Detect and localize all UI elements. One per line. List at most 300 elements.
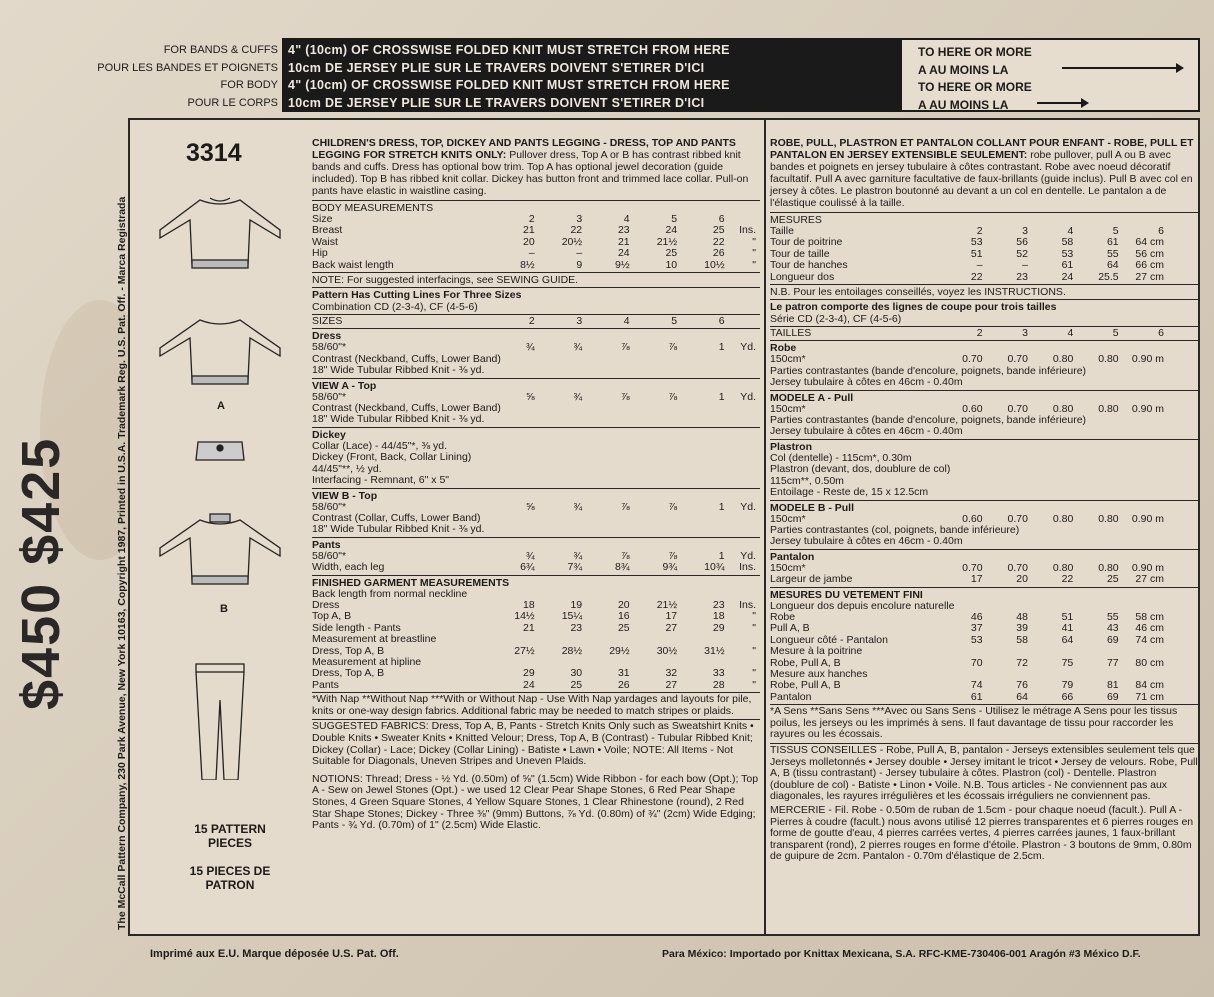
table-cell: 27 cm [1135,573,1164,586]
garment-drawings [140,180,300,780]
table-cell: – [976,259,983,272]
table-row [312,589,760,600]
table-cell: Size [312,213,333,225]
table-cell: Col (dentelle) - 115cm*, 0.30m [770,451,912,464]
table-cell: 53 [970,633,983,646]
table-cell: 4 [1067,327,1074,340]
gauge-target-line: TO HERE OR MORE [918,45,1032,59]
table-cell: 23 [712,598,725,611]
footer-left: Imprimé aux E.U. Marque déposée U.S. Pat. Off. [150,948,399,960]
table-cell [1168,680,1198,691]
yardage-table [312,551,760,574]
table-cell: 3 [1022,225,1028,237]
gauge-labels [90,42,278,112]
view-b-label: B [220,603,228,615]
table-cell: 74 [970,679,983,692]
table-cell: 55 [1106,610,1119,623]
table-cell: – [528,247,535,260]
table-cell: ¾ [573,341,583,354]
table-cell: 25 [712,224,725,237]
table-cell [1168,237,1198,248]
table-cell: 22 [712,235,725,248]
table-cell: 16 [617,610,630,623]
table-cell: 37 [970,622,983,635]
table-cell: 26 [712,247,725,260]
table-cell: 1 [718,549,725,562]
table-cell: Tour de taille [770,247,830,260]
table-cell: 0.70 [962,561,983,574]
table-cell: TAILLES [770,327,812,340]
table-cell: " [752,258,756,271]
table-cell [1168,692,1198,703]
table-cell: 24 [665,224,678,237]
gauge-bar-text: 4" (10cm) OF CROSSWISE FOLDED KNIT MUST STRETCH FROM HERE [288,78,730,92]
table-cell: 0.80 [1098,402,1119,415]
table-cell: 25.5 [1098,270,1119,283]
yardage-fr [770,342,1198,587]
yardage-heading: Robe [770,342,797,355]
table-cell: Dress, Top A, B [312,667,385,680]
cutting-sub-en: Combination CD (2-3-4), CF (4-5-6) [312,301,478,314]
table-cell [1168,635,1198,646]
table-cell: 24 [617,247,630,260]
table-cell: 27 [665,678,678,691]
table-cell: ⅞ [620,390,630,403]
gauge-target-line: TO HERE OR MORE [918,80,1032,94]
table-cell: Tour de hanches [770,259,848,272]
table-cell: " [752,247,756,260]
table-cell: 81 [1106,679,1119,692]
table-cell: 66 [1061,690,1074,703]
table-cell [1168,658,1198,669]
pattern-pieces-count [180,822,280,892]
table-cell: Pants [312,678,339,691]
english-column [312,137,760,834]
table-row [312,452,760,463]
table-cell: 6 [718,213,725,225]
table-row [770,328,1198,339]
table-row [312,668,760,679]
table-cell: Width, each leg [312,561,385,574]
table-cell: Pull A, B [770,622,810,635]
yardage-table [312,392,760,426]
table-row [770,377,1198,388]
table-cell: ¾ [525,549,535,562]
table-cell: Pantalon [770,690,812,703]
table-cell: 58/60"* [312,341,347,354]
table-cell: Contrast (Collar, Cuffs, Lower Band) [312,511,481,524]
table-cell: 0.70 [1007,402,1028,415]
table-cell: 3 [576,213,583,225]
table-cell: ⅞ [668,390,678,403]
table-row [312,260,760,271]
table-cell: 17 [665,610,678,623]
table-cell: Measurement at hipline [312,655,422,668]
description-en [312,137,760,197]
table-cell: 39 [1016,622,1028,635]
table-cell: 75 [1061,656,1074,669]
table-row [770,612,1198,623]
table-cell: 6 [1158,225,1164,237]
table-cell: 76 [1016,679,1028,692]
table-cell: 18 [522,598,535,611]
table-cell: " [752,235,756,248]
table-cell: 53 [970,236,983,249]
table-cell: 27 [665,621,678,634]
top-b-sketch [160,514,280,584]
arrow-right-icon [1062,67,1182,69]
table-row [770,487,1198,498]
view-a-label: A [217,400,225,412]
table-cell: 58/60"* [312,390,347,403]
desc-en: Pullover dress, Top A or B has contrast ribbed knit bands and cuffs. Dress has optional bow trim. Top A has optional jewel decoration (guide included). Top B has ribbed knit collar. Dickey has button front and trimmed lace collar. Pull-on pants have elastic in waistline casing. [312,149,749,197]
table-cell: Taille [770,225,794,237]
table-cell: Robe, Pull A, B [770,679,841,692]
table-cell: 21 [522,224,535,237]
table-cell: 70 [970,656,983,669]
table-cell: Robe [770,610,796,623]
table-cell: 22 [570,224,583,237]
table-cell: Breast [312,224,343,237]
table-cell: Dress, Top A, B [312,644,385,657]
table-row [770,536,1198,547]
table-cell [1168,260,1198,271]
table-cell [1168,574,1198,585]
garment-sketches-svg [140,180,300,780]
table-cell: 41 [1061,622,1074,635]
desc-fr: robe pullover, pull A ou B avec bandes et poignets en jersey tubulaire à côtes contrastant. Robe avec noeud décoratif facultatif. Pull A avec garniture facultative de faux-brillants (guide inclus). Pull B avec col en jersey à côtes. Le plastron boutonné au devant a un col en dentelle. Le pantalon a de l'élastique coulissé à la taille. [770,149,1193,209]
table-cell: 58/60"* [312,500,347,513]
table-row [770,680,1198,691]
gauge-target-text [918,44,1032,114]
body-measurements-title-en: BODY MEASUREMENTS [312,202,434,214]
table-cell: Dickey (Front, Back, Collar Lining) [312,451,472,464]
stretch-gauge-target [900,38,1200,112]
table-cell [1168,272,1198,283]
table-cell: 0.80 [1052,512,1074,525]
table-cell: ¾ [573,390,583,403]
finished-title-en: FINISHED GARMENT MEASUREMENTS [312,576,510,589]
gauge-bar-text: 4" (10cm) OF CROSSWISE FOLDED KNIT MUST STRETCH FROM HERE [288,43,730,57]
table-cell: Parties contrastantes (col, poignets, bande inférieure) [770,523,1020,536]
table-cell: 28 [712,678,725,691]
table-cell: 55 [1106,247,1119,260]
notions-fr: MERCERIE - Fil. Robe - 0.50m de ruban de 1.5cm - pour chaque noeud (facult.). Pull A - Pierres à coudre (facult.) nous avons utilisé 12 pierres transparentes et 6 pierres rouges en forme de goutte d'eau, 4 pierres carrées vertes, 4 pierres carrées jaunes, 1 faux-brillant transparent (rond), 2 pierres rouges en forme d'étoile. Plastron - 3 boutons de 9mm, 0.80m de guipure de 2cm. Pantalon - 0.70m d'élastique de 2.5cm. [770,803,1194,863]
table-cell: 43 [1106,622,1119,635]
pants-sketch [196,664,244,780]
table-cell: " [752,610,756,623]
table-row [312,225,760,236]
table-cell: ¾ [573,549,583,562]
table-cell: 8½ [520,258,535,271]
yardage-en [312,330,760,575]
body-measurements-en [312,214,760,271]
table-cell: Ins. [739,561,756,574]
table-cell [1168,249,1198,260]
table-cell: 1 [718,390,725,403]
table-cell: 51 [1061,610,1074,623]
table-cell: 51 [970,247,983,260]
table-cell: 14½ [514,610,535,623]
yardage-heading: Dickey [312,428,346,441]
table-cell: 25 [665,247,678,260]
table-cell: 21 [522,621,535,634]
table-cell: 29 [522,667,535,680]
table-cell: 10 [665,258,678,271]
table-cell: 84 cm [1135,679,1164,692]
table-cell: Longueur dos depuis encolure naturelle [770,599,955,612]
table-cell: 29½ [609,644,630,657]
table-cell: 64 [1061,633,1074,646]
table-cell: 9¾ [662,561,678,574]
table-cell: 69 [1106,633,1119,646]
table-cell: 44/45"**, ½ yd. [312,462,382,475]
table-cell: 5 [1112,327,1119,340]
table-row [312,562,760,573]
table-cell: 20 [522,235,535,248]
table-cell: 6 [718,315,725,328]
table-cell: 0.70 [1007,561,1028,574]
table-cell: 0.80 [1052,561,1074,574]
table-cell: 25 [1106,573,1119,586]
table-cell: 80 cm [1135,656,1164,669]
table-cell: 150cm* [770,402,806,415]
yardage-table [312,441,760,487]
yardage-heading: Plastron [770,440,813,453]
table-cell: 18" Wide Tubular Ribbed Knit - ⅜ yd. [312,413,485,426]
table-cell: Jersey tubulaire à côtes en 46cm - 0.40m [770,535,963,548]
table-cell: Longueur côté - Pantalon [770,633,888,646]
yardage-heading: MODELE A - Pull [770,391,854,404]
table-cell: Plastron (devant, dos, doublure de col) [770,463,951,476]
finished-en [312,589,760,692]
table-cell: 0.70 [1007,512,1028,525]
table-cell: Waist [312,235,338,248]
top-a-sketch [160,320,280,384]
yardage-table [770,404,1198,438]
yardage-table [770,453,1198,499]
table-cell [1168,612,1198,623]
gauge-label: POUR LES BANDES ET POIGNETS [97,61,278,74]
yardage-heading: Dress [312,330,342,343]
table-cell: 33 [712,667,725,680]
table-cell: 19 [570,598,583,611]
table-cell [1168,623,1198,634]
table-cell [1168,563,1198,574]
table-cell: Dress [312,598,340,611]
table-cell: Tour de poitrine [770,236,843,249]
table-row [770,260,1198,271]
table-cell: 21 [617,235,630,248]
body-measurements-title-fr: MESURES [770,214,822,226]
table-cell: 71 cm [1135,690,1164,703]
table-cell: 10¾ [704,561,725,574]
table-cell: " [752,644,756,657]
table-cell: 30 [570,667,583,680]
table-cell: Yd. [740,341,756,354]
table-cell: SIZES [312,315,343,328]
note-en: NOTE: For suggested interfacings, see SEWING GUIDE. [312,274,579,287]
table-cell: Robe, Pull A, B [770,656,841,669]
table-row [312,634,760,645]
table-cell: 64 [1106,259,1119,272]
table-cell: 26 [617,678,630,691]
table-cell: Contrast (Neckband, Cuffs, Lower Band) [312,352,501,365]
table-cell [1168,514,1198,525]
table-row [312,316,760,327]
table-cell: Collar (Lace) - 44/45"*, ⅜ yd. [312,439,448,452]
table-cell: 4 [623,315,630,328]
table-cell [1168,328,1198,339]
table-cell: 0.60 [962,512,983,525]
table-cell: 30½ [656,644,678,657]
gauge-label: FOR BANDS & CUFFS [163,44,278,56]
table-cell: 0.80 [1098,561,1119,574]
table-cell: 2 [976,225,983,237]
yardage-heading: VIEW B - Top [312,489,378,502]
table-row [770,426,1198,437]
sizes-row-fr [770,328,1198,339]
table-cell: Side length - Pants [312,621,401,634]
arrow-right-icon [1037,102,1087,104]
table-cell: 5 [671,213,678,225]
table-cell: 0.80 [1098,353,1119,366]
table-cell: ⅞ [620,549,630,562]
table-cell: 0.90 m [1131,353,1164,366]
table-cell: 79 [1061,679,1074,692]
table-cell: Jersey tubulaire à côtes en 46cm - 0.40m [770,425,963,438]
cutting-title-fr: Le patron comporte des lignes de coupe pour trois tailles [770,301,1057,314]
gauge-bar-text: 10cm DE JERSEY PLIE SUR LE TRAVERS DOIVENT S'ETIRER D'ICI [288,95,705,110]
table-row [770,272,1198,283]
yardage-heading: Pants [312,538,341,551]
dress-sketch [160,198,280,268]
table-row [770,464,1198,475]
sizes-row-en [312,316,760,327]
table-row [770,574,1198,585]
table-cell: ¾ [573,500,583,513]
note-fr: N.B. Pour les entoilages conseillés, voyez les INSTRUCTIONS. [770,286,1066,299]
gauge-target-line: A AU MOINS LA [918,97,1009,112]
title-fr: ROBE, PULL, PLASTRON ET PANTALON COLLANT POUR ENFANT - ROBE, PULL ET PANTALON EN JERSEY EXTENSIBLE SEULEMENT: [770,137,1194,161]
table-row [312,414,760,425]
stretch-gauge-bar [282,38,900,112]
table-cell: Entoilage - Reste de, 15 x 12.5cm [770,486,929,499]
table-cell: 58 [1061,236,1074,249]
table-cell: Mesure aux hanches [770,667,868,680]
table-cell [1168,404,1198,415]
yardage-table [312,342,760,376]
table-cell: Back waist length [312,258,394,271]
table-cell: Ins. [739,598,756,611]
table-cell: 0.90 m [1131,402,1164,415]
table-cell: 61 [970,690,983,703]
table-cell: 3 [576,315,583,328]
table-cell: " [752,621,756,634]
table-cell: 0.70 [962,353,983,366]
table-cell: ⅞ [668,500,678,513]
table-cell: 1 [718,500,725,513]
table-cell: ¾ [525,341,535,354]
table-cell: Measurement at breastline [312,633,437,646]
title-en: CHILDREN'S DRESS, TOP, DICKEY AND PANTS LEGGING - DRESS, TOP AND PANTS LEGGING FOR STRETCH KNITS ONLY: [312,137,736,161]
nap-fr: *A Sens **Sans Sens ***Avec ou Sans Sens - Utilisez le métrage A Sens pour les tissus poilus, les jerseys ou les imprimés à sens. Il faut davantage de tissu pour raccorder les rayures ou les écossais. [770,705,1178,741]
footer-right: Para México: Importado por Knittax Mexicana, S.A. RFC-KME-730406-001 Aragón #3 México D.F. [662,948,1141,960]
table-cell: 58/60"* [312,549,347,562]
table-row [312,600,760,611]
table-cell: Yd. [740,549,756,562]
table-cell: ⅞ [668,549,678,562]
table-cell: 46 cm [1135,622,1164,635]
table-cell: 18 [712,610,725,623]
table-cell: 52 [1016,247,1028,260]
table-cell: 21½ [656,235,678,248]
table-cell: 53 [1061,247,1074,260]
table-row [312,365,760,376]
table-cell: 0.80 [1052,402,1074,415]
table-row [770,237,1198,248]
table-cell: Largeur de jambe [770,573,853,586]
finished-title-fr: MESURES DU VETEMENT FINI [770,588,923,601]
table-row [312,475,760,486]
table-cell: ⅝ [525,500,535,513]
table-cell: Parties contrastantes (bande d'encolure, poignets, bande inférieure) [770,414,1087,427]
yardage-table [312,502,760,536]
table-row [770,601,1198,612]
table-cell: 24 [1061,270,1074,283]
table-cell: Longueur dos [770,270,835,283]
table-cell: 32 [665,667,678,680]
table-cell: 20½ [561,235,583,248]
copyright-vertical: The McCall Pattern Company, 230 Park Avenue, New York 10163, Copyright 1987, Printed in U.S.A. Trademark Reg. U.S. Pat. Off. - Marca Registrada [116,196,128,930]
table-cell: 48 [1016,610,1028,623]
table-cell: Yd. [740,390,756,403]
table-cell: 4 [623,213,630,225]
column-divider [764,118,766,936]
table-row [312,680,760,691]
gauge-label: FOR BODY [220,79,278,91]
yardage-heading: Pantalon [770,550,815,563]
table-cell: 6¾ [520,561,535,574]
table-cell [729,316,760,327]
table-cell: Parties contrastantes (bande d'encolure, poignets, bande inférieure) [770,364,1087,377]
table-cell: Interfacing - Remnant, 6" x 5" [312,474,450,487]
nap-en: *With Nap **Without Nap ***With or Without Nap - Use With Nap yardages and layouts for pile, knits or one-way design fabrics. Additional fabric may be needed to match stripes or plaids. [312,693,752,717]
price-label: $450 $425 [11,436,71,710]
table-cell: Jersey tubulaire à côtes en 46cm - 0.40m [770,376,963,389]
table-cell: 0.60 [962,402,983,415]
table-cell: 72 [1016,656,1028,669]
table-row [770,646,1198,657]
table-cell: 115cm**, 0.50m [770,474,844,487]
table-cell: ⅞ [620,341,630,354]
table-cell: 64 [1016,690,1028,703]
table-cell [1168,354,1198,365]
table-cell: 15¼ [561,610,583,623]
table-cell: Yd. [740,500,756,513]
table-row [312,237,760,248]
body-measurements-fr [770,226,1198,283]
table-cell: 21½ [656,598,678,611]
table-cell: Mesure à la poitrine [770,645,863,658]
table-cell: 9½ [615,258,630,271]
pattern-number: 3314 [186,139,242,167]
table-cell: 66 cm [1135,259,1164,272]
table-cell: 2 [528,315,535,328]
table-cell: 1 [718,341,725,354]
table-cell: ⅝ [525,390,535,403]
table-cell: 23 [1016,270,1028,283]
